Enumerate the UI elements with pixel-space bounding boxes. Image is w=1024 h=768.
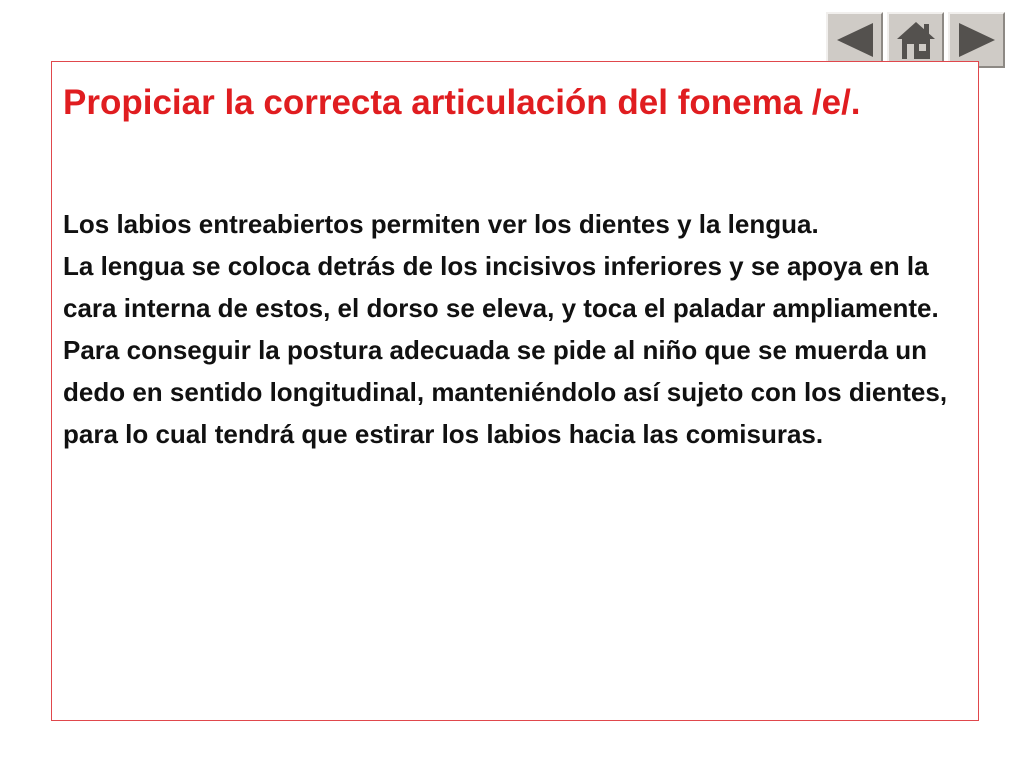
slide-body — [63, 203, 963, 455]
home-button[interactable] — [887, 12, 944, 68]
right-triangle-icon — [955, 20, 999, 60]
slide-title: Propiciar la correcta articulación del fonema /e/. — [63, 83, 861, 122]
next-button[interactable] — [948, 12, 1005, 68]
previous-button[interactable] — [826, 12, 883, 68]
paragraph-posture: Para conseguir la postura adecuada se pide al niño que se muerda un dedo en sentido longitudinal, manteniéndolo así sujeto con los dientes, para lo cual tendrá que estirar los labios hacia las comisuras. — [63, 335, 948, 449]
paragraph-tongue: La lengua se coloca detrás de los incisivos inferiores y se apoya en la cara interna de estos, el dorso se eleva, y toca el paladar ampliamente. — [63, 251, 939, 323]
left-triangle-icon — [833, 20, 877, 60]
home-icon — [894, 19, 938, 61]
paragraph-lips: Los labios entreabiertos permiten ver los dientes y la lengua. — [63, 209, 819, 239]
slide-navigation — [826, 12, 1005, 68]
